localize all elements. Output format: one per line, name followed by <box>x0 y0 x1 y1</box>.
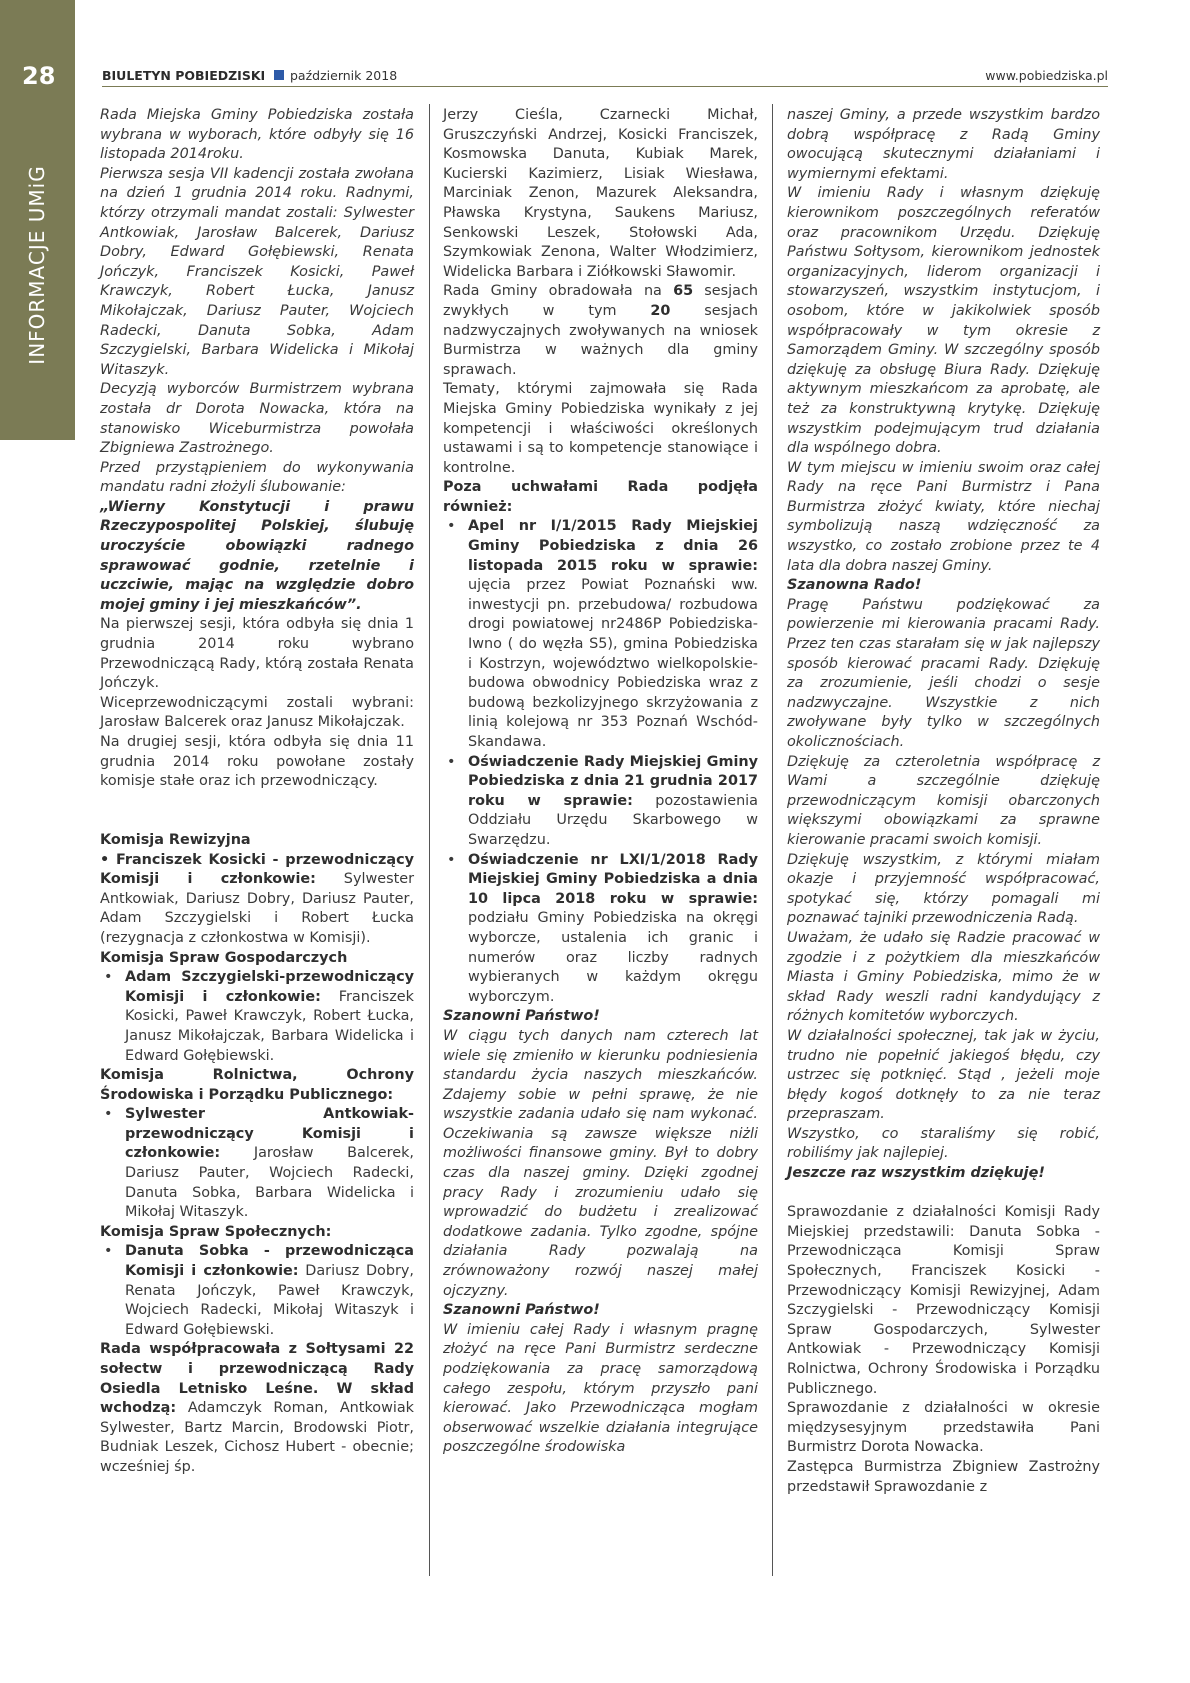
committee-members <box>100 1242 414 1340</box>
section-sidebar <box>0 0 75 440</box>
page-number: 28 <box>22 62 56 90</box>
member-list: Jarosław Balcerek, Dariusz Pauter, Wojciech Radecki, Danuta Sobka, Barbara Widelicka i Mikołaj Witaszyk. <box>125 1145 414 1221</box>
committee-title: Komisja Spraw Społecznych: <box>100 1223 332 1240</box>
committee-title: Komisja Rolnictwa, Ochrony Środowiska i Porządku Publicznego: <box>100 1067 414 1103</box>
paragraph <box>100 1340 414 1477</box>
oath-text: „Wierny Konstytucji i prawu Rzeczypospolitej Polskiej, ślubuję uroczyście obowiązki radnego sprawować godnie, rzetelnie i uczciwie, mając na względzie dobro mojej gminy i jej mieszkańców”. <box>100 498 414 613</box>
paragraph: Pierwsza sesja VII kadencji została zwołana na dzień 1 grudnia 2014 roku. Radnymi, którzy otrzymali mandat zostali: Sylwester Antkowiak, Jarosław Balcerek, Dariusz Dobry, Edward Gołębiewski, Renata Jończyk, Franciszek Kosicki, Paweł Krawczyk, Robert Łucka, Janusz Mikołajczak, Dariusz Pauter, Wojciech Radecki, Danuta Sobka, Adam Szczygielski, Barbara Widelicka i Mikołaj Witaszyk. <box>100 165 414 378</box>
article-column-3 <box>787 106 1100 1497</box>
paragraph: W ciągu tych danych nam czterech lat wiele się zmieniło w kierunku podniesienia standardu życia naszych mieszkańców. Zdajemy sobie w pełni sprawę, że nie wszystkie zadania udało się nam wykonać. Oczekiwania są zawsze większe niżli możliwości finansowe gminy. Był to dobry czas dla naszej gminy. Dzięki zgodnej pracy Rady i zrozumieniu udało się wprowadzić do budżetu i zrealizować dodatkowe zadania. Tylko zgodne, spójne działania Rady pozwalają na zrównoważony rozwój naszej małej ojczyzny. <box>443 1027 758 1299</box>
bold-lead: Rada współpracowała z Sołtysami 22 sołectw i przewodniczącą Rady Osiedla Letnisko Leśne. W skład wchodzą: <box>100 1341 414 1417</box>
committee-members <box>100 1105 414 1223</box>
paragraph: naszej Gminy, a przede wszystkim bardzo dobrą współpracę z Radą Gminy owocującą skutecznymi działaniami i wymiernymi efektami. <box>787 107 1100 182</box>
session-count: 65 <box>673 283 694 300</box>
paragraph: Wiceprzewodniczącymi zostali wybrani: Jarosław Balcerek oraz Janusz Mikołajczak. <box>100 694 414 731</box>
item-title: Oświadczenie nr LXI/1/2018 Rady Miejskiej Gminy Pobiedziska a dnia 10 lipca 2018 roku w sprawie: <box>468 851 758 907</box>
salutation: Szanowni Państwo! <box>443 1008 600 1025</box>
paragraph: Uważam, że udało się Radzie pracować w zgodzie i z pożytkiem dla mieszkańców Miasta i Gminy Pobiedziska, mimo że w skład Rady weszli radni kandydujący z różnych komitetów wyborczych. <box>787 929 1100 1025</box>
article-column-1 <box>100 106 414 1478</box>
header-square-icon <box>274 70 284 80</box>
soltys-list: Adamczyk Roman, Antkowiak Sylwester, Bartz Marcin, Brodowski Piotr, Budniak Leszek, Cichosz Hubert - obecnie; wcześniej śp. <box>100 1400 414 1475</box>
header-date: październik 2018 <box>290 68 398 83</box>
extraordinary-session-count: 20 <box>650 302 671 319</box>
section-label: INFORMACJE UMiG <box>25 165 49 365</box>
subheading: Poza uchwałami Rada podjęła również: <box>443 479 758 515</box>
member-list: Dariusz Dobry, Renata Jończyk, Paweł Krawczyk, Wojciech Radecki, Mikołaj Witaszyk i Edward Gołębiewski. <box>125 1263 414 1338</box>
paragraph: Przed przystąpieniem do wykonywania mandatu radni złożyli ślubowanie: <box>100 459 414 496</box>
item-text: podziału Gminy Pobiedziska na okręgi wyborcze, ustalenia ich granic i numerów oraz liczby radnych wybieranych w każdym okręgu wyborczym. <box>468 910 758 1005</box>
paragraph: Na drugiej sesji, która odbyła się dnia 11 grudnia 2014 roku powołane zostały komisje stałe oraz ich przewodniczący. <box>100 734 414 790</box>
salutation: Szanowni Państwo! <box>443 1302 600 1319</box>
paragraph: Rada Miejska Gminy Pobiedziska została wybrana w wyborach, które odbyły się 16 listopada 2014roku. <box>100 107 414 163</box>
list-item <box>443 851 758 1008</box>
paragraph: Zastępca Burmistrza Zbigniew Zastrożny przedstawił Sprawozdanie z <box>787 1458 1100 1495</box>
list-item <box>443 753 758 851</box>
paragraph: Dziękuję wszystkim, z którymi miałam okazje i przyjemność współpracować, spotykać się, którzy pomagali mi poznawać tajniki przewodniczenia Radą. <box>787 851 1100 927</box>
committee-chair: • Franciszek Kosicki - przewodniczący Komisji i członkowie: <box>100 851 414 888</box>
salutation: Szanowna Rado! <box>787 577 922 594</box>
paragraph: W imieniu Rady i własnym dziękuję kierownikom poszczególnych referatów oraz pracownikom Urzędu. Dziękuję Państwu Sołtysom, kierownikom jednostek organizacyjnych, liderom organizacji i stowarzyszeń, wszystkim instytucjom, i osobom, które w jakikolwiek sposób współpracowały w tym okresie z Samorządem Gminy. W szczególny sposób dziękuję za obsługę Biura Rady. Dziękuję aktywnym mieszkańcom za aprobatę, ale też za konstruktywną krytykę. Dziękuję wszystkim podejmującym trud działania dla wspólnego dobra. <box>787 185 1100 457</box>
paragraph: W tym miejscu w imieniu swoim oraz całej Rady na ręce Pani Burmistrz i Pana Burmistrza złożyć kwiaty, które niechaj symbolizują naszą wdzięczność za wszystko, co zostało zrobione przez te 4 lata dla dobra naszej Gminy. <box>787 459 1100 574</box>
paragraph: W działalności społecznej, tak jak w życiu, trudno nie popełnić jakiegoś błędu, czy ustrzec się potknięć. Stąd , jeżeli moje błędy kogoś dotknęły to za nie teraz przepraszam. <box>787 1027 1100 1123</box>
committee-chair: Adam Szczygielski-przewodniczący Komisji i członkowie: <box>125 969 414 1005</box>
member-list: Sylwester Antkowiak, Dariusz Dobry, Dariusz Pauter, Adam Szczygielski i Robert Łucka (rezygnacja z członkostwa w Komisji). <box>100 871 414 946</box>
header-title: BIULETYN POBIEDZISKI <box>102 68 266 83</box>
list-item <box>443 517 758 752</box>
page-header <box>102 66 1108 87</box>
item-text: ujęcia przez Powiat Poznański ww. inwestycji pn. przebudowa/ rozbudowa drogi powiatowej nr2486P Pobiedziska-Iwno ( do węzła S5), gmina Pobiedziska i Kostrzyn, województwo wielkopolskie- budowa obwodnicy Pobiedziska wraz z budową bezkolizyjnego skrzyżowania z linią kolejową nr 353 Poznań Wschód-Skandawa. <box>468 577 758 750</box>
paragraph: Decyzją wyborców Burmistrzem wybrana została dr Dorota Nowacka, która na stanowisko Wiceburmistrza powołała Zbigniewa Zastrożnego. <box>100 381 414 457</box>
text-run: Rada Gminy obradowała na <box>443 283 674 300</box>
paragraph: Sprawozdanie z działalności w okresie międzysesyjnym przedstawiła Pani Burmistrz Dorota Nowacka. <box>787 1400 1100 1456</box>
paragraph: Wszystko, co staraliśmy się robić, robiliśmy jak najlepiej. <box>787 1125 1100 1162</box>
committee-members <box>100 968 414 1066</box>
paragraph: Pragę Państwu podziękować za powierzenie mi kierowania pracami Rady. Przez ten czas starałam się w jak najlepszy sposób kierować pracami Rady. Dziękuję za zrozumienie, jeśli chodzi o sesje nadzwyczajne. Wszystkie z nich zwoływane były tylko w szczególnych okolicznościach. <box>787 596 1100 750</box>
text-run: sesjach nadzwyczajnych zwoływanych na wniosek Burmistrza w ważnych dla gminy sprawach. <box>443 302 758 378</box>
paragraph <box>443 282 758 380</box>
paragraph: Na pierwszej sesji, która odbyła się dnia 1 grudnia 2014 roku wybrano Przewodniczącą Rady, którą została Renata Jończyk. <box>100 616 414 692</box>
item-text: pozostawienia Oddziału Urzędu Skarbowego w Swarzędzu. <box>468 792 759 848</box>
committee-chair: Danuta Sobka - przewodnicząca Komisji i członkowie: <box>125 1243 414 1280</box>
article-column-2 <box>443 106 758 1458</box>
text-run: sesjach zwykłych w tym <box>443 283 758 319</box>
paragraph: Sprawozdanie z działalności Komisji Rady Miejskiej przedstawili: Danuta Sobka - Przewodnicząca Komisji Spraw Społecznych, Franciszek Kosicki - Przewodniczący Komisji Rewizyjnej, Adam Szczygielski - Przewodniczący Komisji Spraw Gospodarczych, Sylwester Antkowiak - Przewodniczący Komisji Rolnictwa, Ochrony Środowiska i Porządku Publicznego. <box>787 1204 1100 1397</box>
column-divider <box>772 104 773 1576</box>
paragraph: Tematy, którymi zajmowała się Rada Miejska Gminy Pobiedziska wynikały z jej kompetencji i właściwości określonych ustawami i są to kompetencje stanowiące i kontrolne. <box>443 381 758 476</box>
column-divider <box>429 104 430 1576</box>
paragraph: Jerzy Cieśla, Czarnecki Michał, Gruszczyński Andrzej, Kosicki Franciszek, Kosmowska Danuta, Kubiak Marek, Kucierski Kazimierz, Lisiak Wiesława, Marciniak Zenon, Mazurek Aleksandra, Pławska Krystyna, Saukens Mariusz, Senkowski Leszek, Stołowski Ada, Szymkowiak Zenona, Walter Włodzimierz, Widelicka Barbara i Ziółkowski Sławomir. <box>443 107 758 280</box>
header-url: www.pobiedziska.pl <box>985 68 1108 83</box>
item-title: Oświadczenie Rady Miejskiej Gminy Pobiedziska z dnia 21 grudnia 2017 roku w sprawie: <box>468 753 758 809</box>
member-list: Franciszek Kosicki, Paweł Krawczyk, Robert Łucka, Janusz Mikołajczak, Barbara Widelicka i Edward Gołębiewski. <box>125 988 414 1064</box>
committee-chair: Sylwester Antkowiak-przewodniczący Komisji i członkowie: <box>125 1106 414 1162</box>
committee-members <box>100 851 414 949</box>
committee-title: Komisja Rewizyjna <box>100 831 251 848</box>
item-title: Apel nr I/1/2015 Rady Miejskiej Gminy Pobiedziska z dnia 26 listopada 2015 roku w sprawie: <box>468 518 758 574</box>
closing-line: Jeszcze raz wszystkim dziękuję! <box>787 1165 1045 1182</box>
paragraph: Dziękuję za czteroletnia współpracę z Wami a szczególnie dziękuję przewodniczącym komisji obarczonych większymi obowiązkami za sprawne kierowanie pracami swoich komisji. <box>787 753 1100 848</box>
committee-title: Komisja Spraw Gospodarczych <box>100 949 348 966</box>
paragraph: W imieniu całej Rady i własnym pragnę złożyć na ręce Pani Burmistrz serdeczne podziękowania za pracę samorządową całego zespołu, którym przyszło pani kierować. Jako Przewodnicząca mogłam obserwować wszelkie działania integrujące poszczególne środowiska <box>443 1321 758 1456</box>
